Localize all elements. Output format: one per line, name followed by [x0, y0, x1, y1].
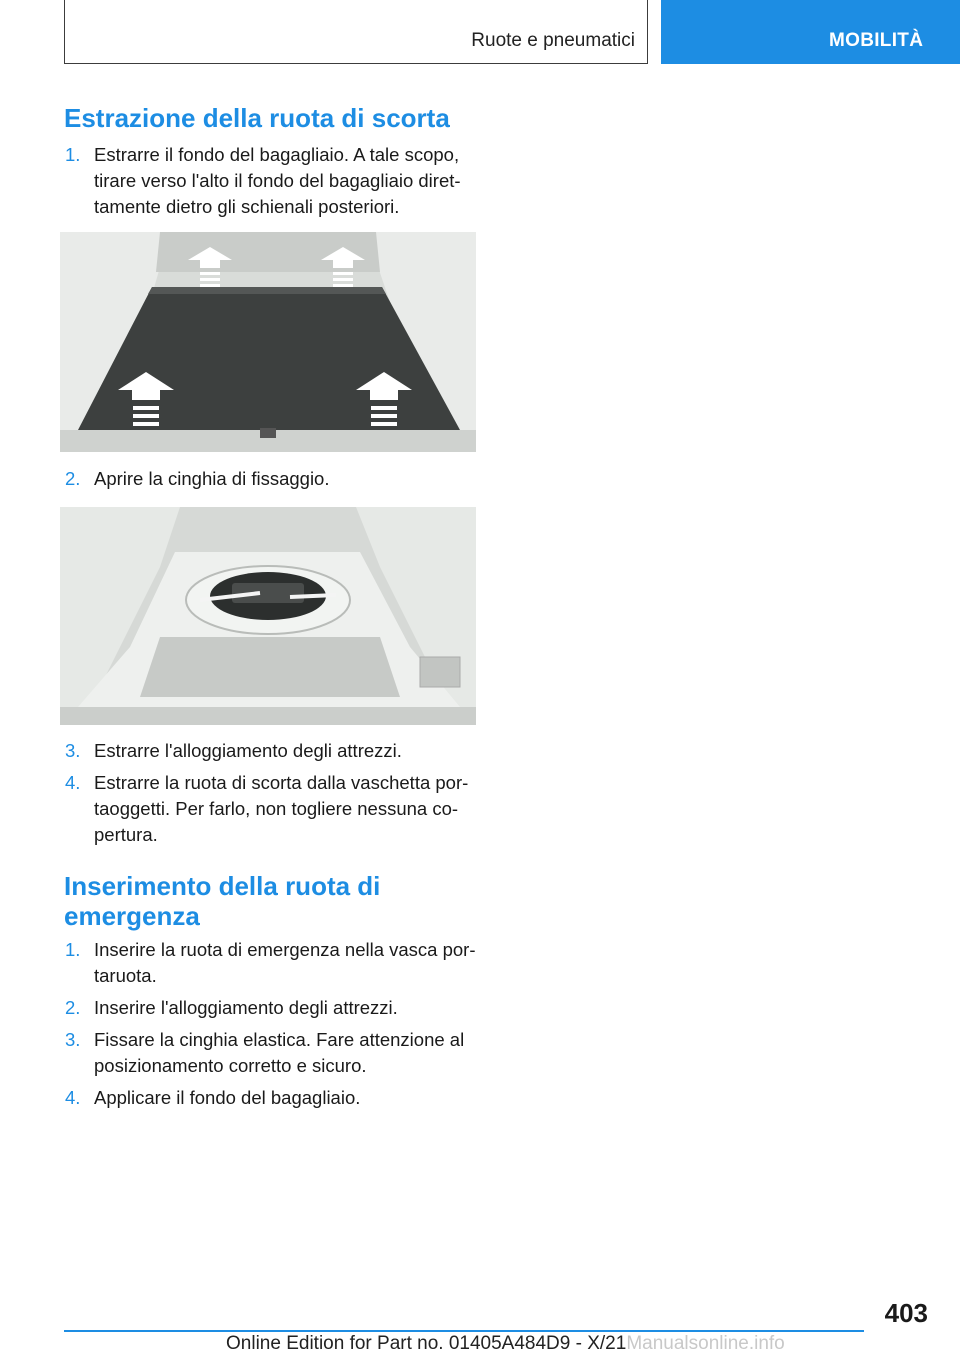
step-line: Estrarre il fondo del bagagliaio. A tale scopo, — [94, 144, 460, 165]
page-number: 403 — [884, 1298, 928, 1328]
section2-title-line: emergenza — [64, 901, 200, 931]
header-box — [64, 0, 648, 64]
step-line: Inserire la ruota di emergenza nella vasca por- — [94, 939, 476, 960]
step-number: 3. — [65, 740, 81, 761]
step-line: Inserire l'alloggiamento degli attrezzi. — [94, 997, 398, 1018]
step-number: 1. — [65, 144, 81, 165]
step-number: 2. — [65, 468, 81, 489]
step-line: tamente dietro gli schienali posteriori. — [94, 196, 400, 217]
list-item — [64, 738, 478, 764]
section1-step-1 — [64, 142, 478, 220]
step-line: Aprire la cinghia di fissaggio. — [94, 468, 330, 489]
list-item — [64, 995, 478, 1021]
section2-title — [64, 871, 478, 931]
step-line: Fissare la cinghia elastica. Fare attenzione al — [94, 1029, 465, 1050]
footer-edition — [226, 1333, 785, 1355]
step-number: 3. — [65, 1029, 81, 1050]
trunk-floor-svg — [60, 232, 476, 452]
step-number: 4. — [65, 1087, 81, 1108]
list-item — [64, 466, 478, 492]
footer-divider — [64, 1330, 864, 1332]
step-line: taruota. — [94, 965, 157, 986]
section1-heading-block — [64, 103, 478, 133]
list-item — [64, 1085, 478, 1111]
chapter-tab-label: MOBILITÀ — [829, 30, 924, 51]
edition-text: Online Edition for Part no. 01405A484D9 - X/21 — [226, 1333, 627, 1354]
section1-title: Estrazione della ruota di scorta — [64, 103, 450, 133]
step-line: posizionamento corretto e sicuro. — [94, 1055, 367, 1076]
list-item — [64, 770, 478, 848]
step-number: 1. — [65, 939, 81, 960]
step-line: Applicare il fondo del bagagliaio. — [94, 1087, 361, 1108]
section2-heading-block — [64, 871, 478, 931]
step-line: Estrarre la ruota di scorta dalla vaschetta por- — [94, 772, 469, 793]
step-line: pertura. — [94, 824, 158, 845]
chapter-tab[interactable] — [661, 0, 960, 64]
section-title: Ruote e pneumatici — [471, 30, 635, 51]
step-line: taoggetti. Per farlo, non togliere nessuna co- — [94, 798, 459, 819]
step-line: Estrarre l'alloggiamento degli attrezzi. — [94, 740, 402, 761]
spare-wheel-well-illustration — [60, 507, 476, 725]
step-number: 4. — [65, 772, 81, 793]
section2-title-line: Inserimento della ruota di — [64, 871, 381, 901]
section1-steps-3-4 — [64, 738, 478, 848]
site-watermark: Manualsonline.info — [626, 1333, 785, 1354]
trunk-floor-illustration — [60, 232, 476, 452]
list-item — [64, 937, 478, 989]
spare-wheel-svg — [60, 507, 476, 725]
section2-steps — [64, 937, 478, 1111]
list-item — [64, 1027, 478, 1079]
section1-step-2 — [64, 466, 478, 492]
list-item — [64, 142, 478, 220]
step-line: tirare verso l'alto il fondo del bagagliaio diret- — [94, 170, 461, 191]
step-number: 2. — [65, 997, 81, 1018]
